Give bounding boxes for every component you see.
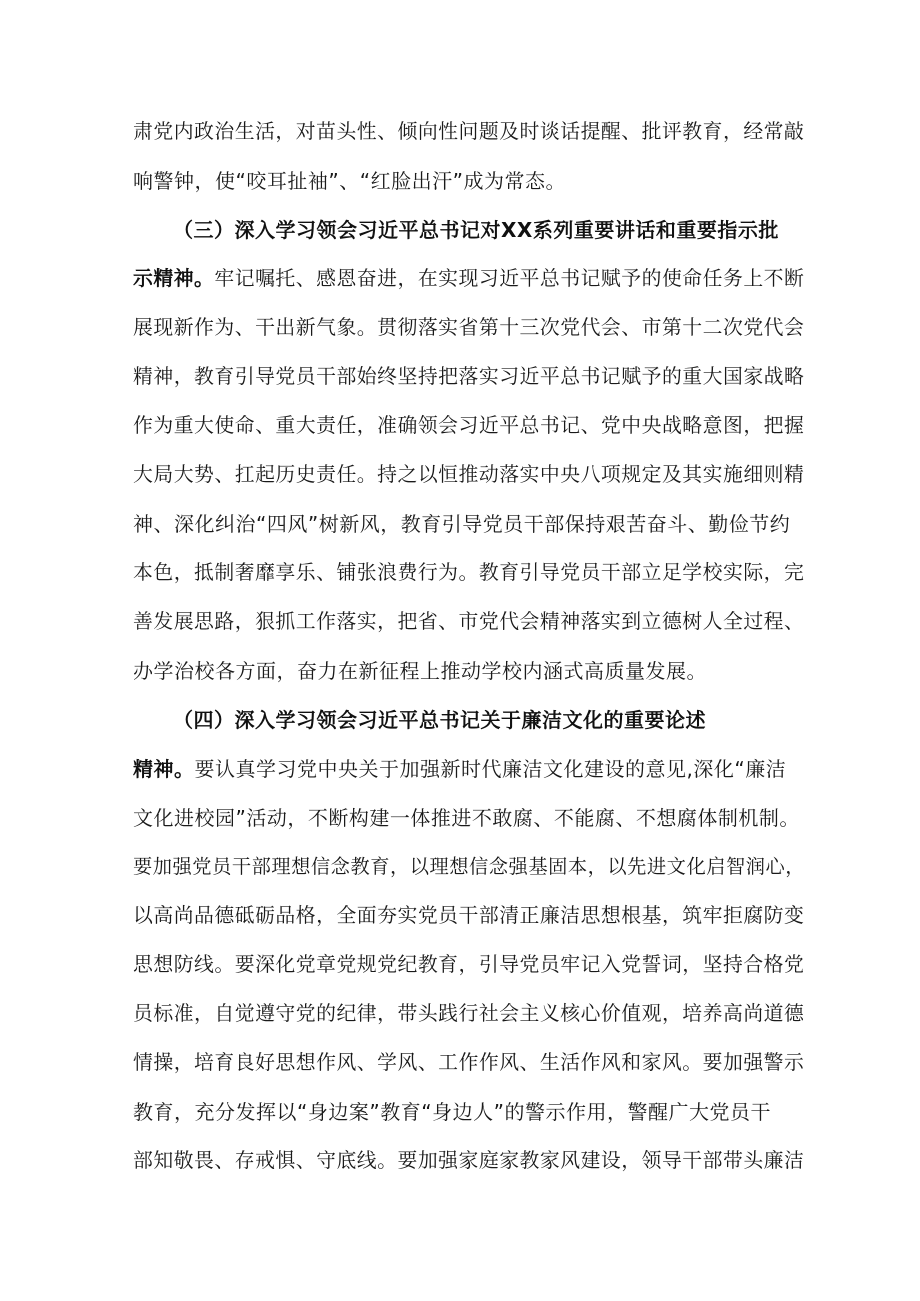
text-line [133,507,790,541]
text-run: 大局大势、扛起历史责任。持之以恒推动落实中央八项规定及其实施细则精 [133,463,805,486]
heading-text: 示精神。 [133,267,215,290]
text-line [133,1144,804,1178]
text-line [133,115,804,149]
text-run: 要认真学习党中央关于加强新时代廉洁文化建设的意见,深化“廉洁 [194,757,787,781]
text-run: 展现新作为、干出新气象。贯彻落实省第十三次党代会、市第十二次党代会 [133,316,805,339]
text-run: 牢记嘱托、感恩奋进，在实现习近平总书记赋予的使命任务上不断 [214,267,805,290]
heading-text: （四）深入学习领会习近平总书记关于廉洁文化的重要论述 [173,708,706,732]
text-run: 以高尚品德砥砺品格，全面夯实党员干部清正廉洁思想根基，筑牢拒腐防变 [133,904,805,927]
text-line [133,311,804,345]
text-run: 办学治校各方面，奋力在新征程上推动学校内涵式高质量发展。 [133,659,707,683]
text-line [133,948,804,982]
text-run: 善发展思路，狠抓工作落实，把省、市党代会精神落实到立德树人全过程、 [133,610,805,633]
text-run: 部知敬畏、存戒惧、守底线。要加强家庭家教家风建设，领导干部带头廉洁 [133,1149,805,1172]
text-line [133,1046,804,1080]
text-run: 情操，培育良好思想作风、学风、工作作风、生活作风和家风。要加强警示 [133,1051,805,1074]
heading-text: （三）深入学习领会习近平总书记对XX系列重要讲话和重要指示批 [173,218,779,242]
text-line [133,262,804,296]
text-line [133,605,804,639]
text-line [133,850,805,884]
text-run: 精神，教育引导党员干部始终坚持把落实习近平总书记赋予的重大国家战略 [133,365,805,388]
text-run: 教育，充分发挥以“身边案”教育“身边人”的警示作用，警醒广大党员干 [133,1100,771,1124]
text-run: 要加强党员干部理想信念教育，以理想信念强基固本，以先进文化启智润心， [133,855,806,878]
text-run: 肃党内政治生活，对苗头性、倾向性问题及时谈话提醒、批评教育，经常敲 [133,120,805,143]
text-run: 文化进校园”活动，不断构建一体推进不敢腐、不能腐、不想腐体制机制。 [133,806,800,830]
text-run: 本色，抵制奢靡享乐、铺张浪费行为。教育引导党员干部立足学校实际，完 [133,561,805,584]
text-line [133,1095,771,1129]
text-run: 响警钟，使“咬耳扯袖”、“红脸出汗”成为常态。 [133,169,566,193]
text-line [133,801,800,835]
text-run: 员标准，自觉遵守党的纪律，带头践行社会主义核心价值观，培养高尚道德 [133,1002,805,1025]
text-line [133,164,566,198]
text-line [133,360,804,394]
text-line [133,409,804,443]
text-line [133,654,707,688]
text-line [133,899,804,933]
section-heading [173,213,779,247]
text-run: 思想防线。要深化党章党规党纪教育，引导党员牢记入党誓词，坚持合格党 [133,953,805,976]
heading-text: 精神。 [133,757,195,781]
section-heading [173,703,706,737]
text-line [133,458,804,492]
text-line [133,997,804,1031]
text-run: 作为重大使命、重大责任，准确领会习近平总书记、党中央战略意图，把握 [133,414,805,437]
text-run: 神、深化纠治“四风”树新风，教育引导党员干部保持艰苦奋斗、勤俭节约 [133,512,791,536]
text-line [133,556,804,590]
text-line [133,752,786,786]
